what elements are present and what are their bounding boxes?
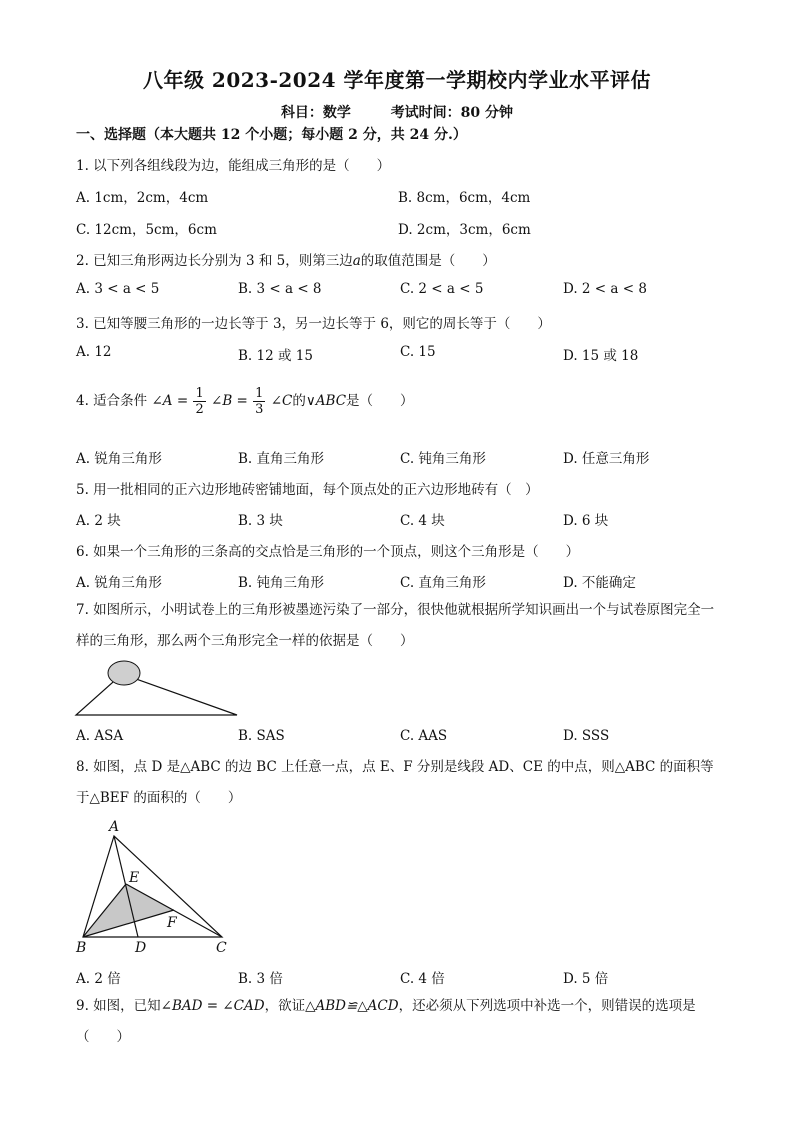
label-c: C <box>216 940 227 956</box>
question-7-figure <box>74 656 242 720</box>
label-e: E <box>129 870 140 886</box>
question-6-option-a: A. 锐角三角形 <box>76 575 162 591</box>
question-1-option-a: A. 1cm，2cm，4cm <box>76 190 209 206</box>
time-label: 考试时间：80 分钟 <box>390 105 514 121</box>
label-a: A <box>109 819 120 835</box>
label-d: D <box>135 940 147 956</box>
question-6-option-d: D. 不能确定 <box>563 575 636 591</box>
question-4-fraction-1: $\frac{1}{2}$ <box>195 386 204 417</box>
question-2-stem <box>76 249 496 269</box>
question-4-expr-c: ∠C <box>270 393 293 409</box>
question-5-stem: 5. 用一批相同的正六边形地砖密铺地面，每个顶点处的正六边形地砖有（ ） <box>76 482 539 498</box>
question-8-figure <box>72 816 238 956</box>
label-f: F <box>167 915 177 931</box>
question-4-expr-b: ∠B = <box>211 393 248 409</box>
label-b: B <box>76 940 87 956</box>
question-9-expr: ∠BAD = ∠CAD <box>160 998 265 1014</box>
subject-label: 科目：数学 <box>280 105 351 121</box>
question-4-stem-mid: 的 <box>292 393 306 409</box>
question-2-variable: a <box>352 253 361 269</box>
question-6-stem: 6. 如果一个三角形的三条高的交点恰是三角形的一个顶点，则这个三角形是（ ） <box>76 544 580 560</box>
question-1-option-c: C. 12cm，5cm，6cm <box>76 222 217 238</box>
question-3-option-a: A. 12 <box>76 344 112 360</box>
question-4-stem-post: 是（ ） <box>346 393 414 409</box>
question-2-stem-post: 的取值范围是（ ） <box>360 253 496 269</box>
triangle-outline <box>76 674 237 715</box>
question-8-stem: 8. 如图，点 D 是△ABC 的边 BC 上任意一点，点 E、F 分别是线段 AD、CE 的中点，则△ABC 的面积等于△BEF 的面积的（ ） <box>76 759 714 806</box>
question-4-option-d: D. 任意三角形 <box>563 451 650 467</box>
question-2-option-a: A. 3 < a < 5 <box>76 281 160 297</box>
question-9-expr2: △ABD≌△ACD <box>305 998 399 1014</box>
exam-title: 八年级 2023-2024 学年度第一学期校内学业水平评估 <box>142 68 652 92</box>
question-2-stem-pre: 2. 已知三角形两边长分别为 3 和 5，则第三边 <box>76 253 353 269</box>
question-8-option-c: C. 4 倍 <box>400 971 445 987</box>
question-7-stem: 7. 如图所示，小明试卷上的三角形被墨迹污染了一部分，很快他就根据所学知识画出一个与试卷原图完全一样的三角形，那么两个三角形完全一样的依据是（ ） <box>76 602 715 649</box>
question-4-stem-pre: 4. 适合条件 <box>76 393 148 409</box>
question-2-option-c: C. 2 < a < 5 <box>400 281 484 297</box>
question-8-option-b: B. 3 倍 <box>238 971 283 987</box>
ink-stain <box>108 661 140 685</box>
question-9-stem-post: ，还必须从下列选项中补选一个，则错误的选项是（ ） <box>76 998 696 1045</box>
question-3-option-c: C. 15 <box>400 344 436 360</box>
question-9-stem <box>76 991 716 1053</box>
question-9-stem-mid: ，欲证 <box>264 998 306 1014</box>
question-4-option-a: A. 锐角三角形 <box>76 451 162 467</box>
question-7-option-b: B. SAS <box>238 728 285 744</box>
question-2-option-d: D. 2 < a < 8 <box>563 281 647 297</box>
question-3-option-d: D. 15 或 18 <box>563 348 639 364</box>
question-6-option-c: C. 直角三角形 <box>400 575 486 591</box>
question-4-triangle: ∨ABC <box>305 393 347 409</box>
question-5-option-d: D. 6 块 <box>563 513 609 529</box>
question-5-option-a: A. 2 块 <box>76 513 121 529</box>
question-1-option-b: B. 8cm，6cm，4cm <box>398 190 531 206</box>
question-4-expr-a: ∠A = <box>151 393 189 409</box>
question-3-stem: 3. 已知等腰三角形的一边长等于 3，另一边长等于 6，则它的周长等于（ ） <box>76 316 551 332</box>
question-4-option-b: B. 直角三角形 <box>238 451 325 467</box>
section-heading: 一、选择题（本大题共 12 个小题；每小题 2 分，共 24 分.） <box>76 127 467 143</box>
question-2-option-b: B. 3 < a < 8 <box>238 281 322 297</box>
question-1-stem: 1. 以下列各组线段为边，能组成三角形的是（ ） <box>76 158 391 174</box>
question-7-option-c: C. AAS <box>400 728 448 744</box>
question-5-option-c: C. 4 块 <box>400 513 445 529</box>
question-1-option-d: D. 2cm，3cm，6cm <box>398 222 531 238</box>
question-9-stem-pre: 9. 如图，已知 <box>76 998 161 1014</box>
question-4-option-c: C. 钝角三角形 <box>400 451 486 467</box>
question-8-option-a: A. 2 倍 <box>76 971 121 987</box>
exam-subtitle <box>0 102 794 122</box>
question-5-option-b: B. 3 块 <box>238 513 283 529</box>
question-7-option-d: D. SSS <box>563 728 610 744</box>
question-4-stem <box>76 386 414 417</box>
question-4-fraction-2: $\frac{1}{3}$ <box>255 386 264 417</box>
question-3-option-b: B. 12 或 15 <box>238 348 313 364</box>
question-7-option-a: A. ASA <box>76 728 124 744</box>
question-8-option-d: D. 5 倍 <box>563 971 609 987</box>
question-6-option-b: B. 钝角三角形 <box>238 575 325 591</box>
